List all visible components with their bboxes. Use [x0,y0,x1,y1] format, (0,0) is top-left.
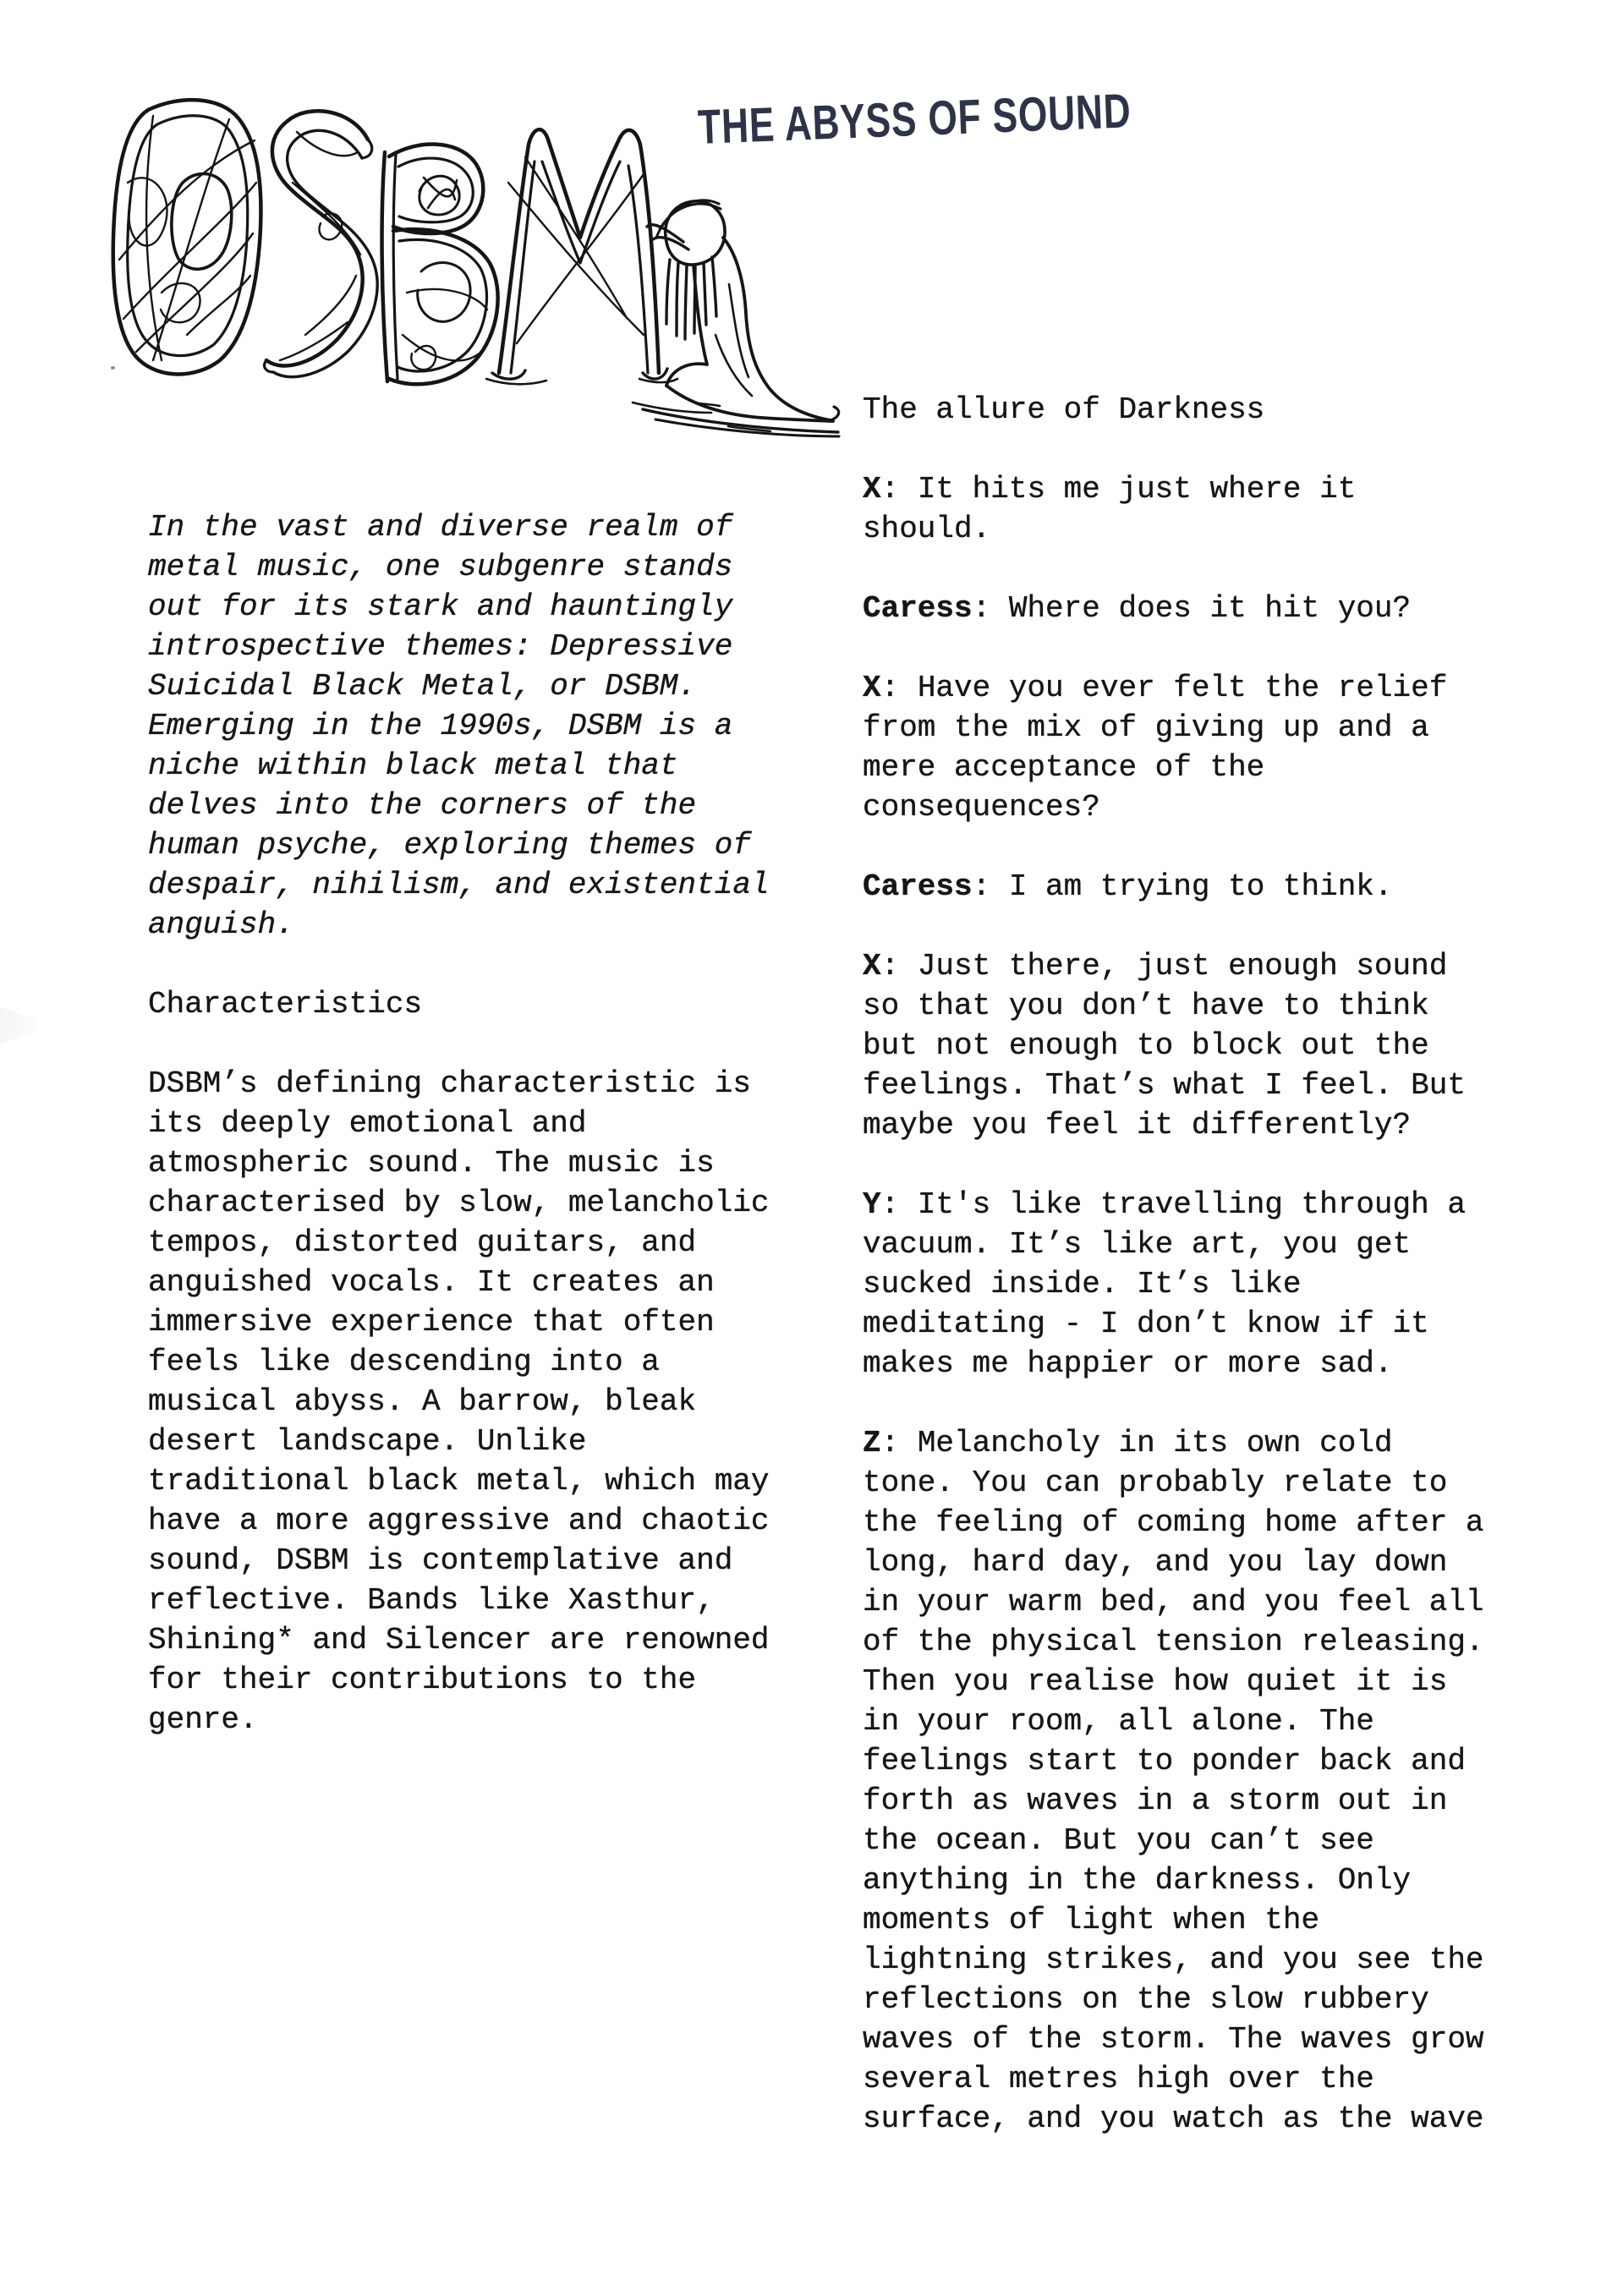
intro-paragraph: In the vast and diverse realm of metal music, one subgenre stands out for its stark and hauntingly introspective themes: Depressive Suicidal Black Metal, or DSBM. Emerging in the 1990s, DSBM is a niche within black metal that delves into the corners of the human psyche, exploring themes of despair, nihilism, and existential anguish. [148,510,770,942]
speaker-label: X [863,949,881,984]
characteristics-heading: Characteristics [148,987,423,1022]
tagline-handwriting: THE ABYSS OF SOUND [697,84,1132,155]
allure-heading: The allure of Darkness [863,392,1265,427]
speaker-separator: : [972,869,1009,904]
speaker-separator: : [880,671,918,705]
logo-letter-d [113,100,261,374]
logo-letter-m [492,129,667,379]
dialogue-line [863,1423,1492,2139]
dialogue-text: Just there, just enough sound so that you don’t have to think but not enough to block out the feelings. That’s what I feel. But maybe you feel it differently? [863,949,1466,1143]
speaker-separator: : [880,472,918,507]
speaker-separator: : [880,1426,918,1460]
speaker-label: X [863,472,881,507]
speaker-separator: : [880,949,918,984]
speaker-label: Y [863,1187,881,1222]
ghost-figure [647,200,839,421]
dialogue-text: Where does it hit you? [1008,591,1412,626]
dialogue-line [863,867,1492,907]
dialogue-text: Melancholy in its own cold tone. You can probably relate to the feeling of coming home after a long, hard day, and you lay down in your warm bed, and you feel all of the physical tension releasing. Then you realise how quiet it is in your room, all alone. The feelings start to ponder back and forth as waves in a storm out in the ocean. But you can’t see anything in the darkness. Only moments of light when the lightning strikes, and you see the reflections on the slow rubbery waves of the storm. The waves grow several metres high over the surface, and you watch as the wave [863,1426,1484,2136]
dialogue-text: It hits me just where it should. [863,472,1357,546]
speaker-label: X [863,671,881,705]
dialogue-text: It's like travelling through a vacuum. It’s like art, you get sucked inside. It’s like meditating - I don’t know if it makes me happier or more sad. [863,1187,1466,1381]
left-column [148,507,777,1779]
speaker-label: Z [863,1426,881,1460]
speaker-separator: : [880,1187,918,1222]
logo-letter-s [265,111,378,376]
speaker-label: Caress [863,591,973,626]
ground-strokes [486,379,839,436]
dialogue-line [863,1185,1492,1384]
dialogue-line [863,668,1492,827]
right-column [863,390,1492,2178]
speaker-separator: : [972,591,1009,626]
dialogue-line [863,589,1492,628]
dialogue-line [863,946,1492,1145]
dialogue-line [863,469,1492,549]
paper-smudge [0,1000,54,1044]
dialogue-text: I am trying to think. [1008,869,1393,904]
logo-letter-b [382,145,498,385]
characteristics-paragraph: DSBM’s defining characteristic is its deeply emotional and atmospheric sound. The music is characterised by slow, melancholic tempos, distorted guitars, and anguished vocals. It creates an immersive experience that often feels like descending into a musical abyss. A barrow, bleak desert landscape. Unlike traditional black metal, which may have a more aggressive and chaotic sound, DSBM is contemplative and reflective. Bands like Xasthur, Shining* and Silencer are renowned for their contributions to the genre. [148,1066,770,1737]
speaker-label: Caress [863,869,973,904]
dialogue-text: Have you ever felt the relief from the mix of giving up and a mere acceptance of the consequences? [863,671,1448,825]
